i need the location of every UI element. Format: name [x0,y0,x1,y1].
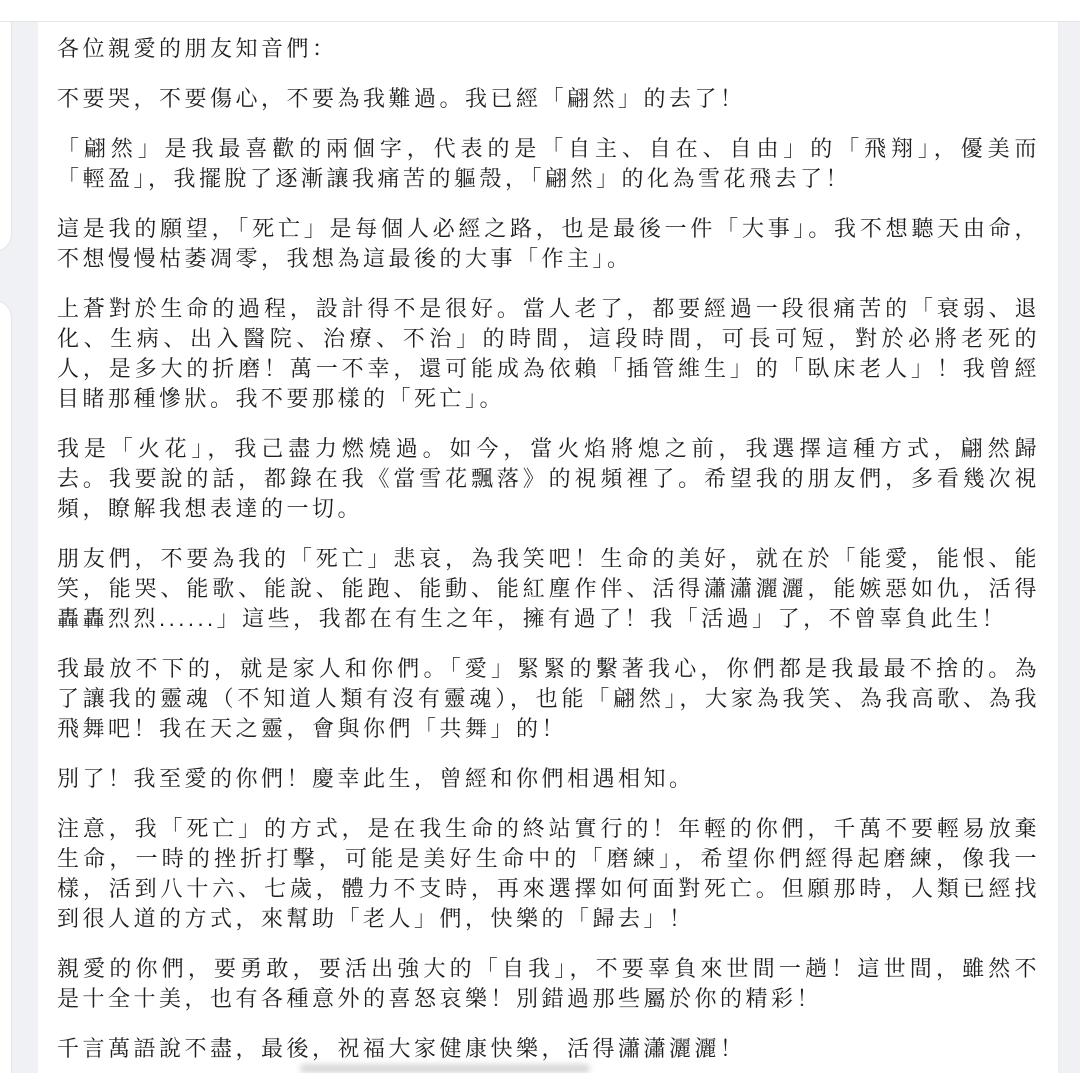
right-gutter [1058,22,1080,1073]
partial-card-bottom[interactable] [0,300,12,1073]
partial-card-top[interactable] [0,22,12,252]
paragraph: 各位親愛的朋友知音們： [57,36,338,61]
paragraph: 親愛的你們，要勇敢，要活出強大的「自我」，不要辜負來世間一趟！這世間，雖然不是十全十美，也有各種意外的喜怒哀樂！別錯過那些屬於你的精彩！ [57,956,1040,1011]
paragraph: 注意，我「死亡」的方式，是在我生命的終站實行的！年輕的你們，千萬不要輕易放棄生命，一時的挫折打擊，可能是美好生命中的「磨練」，希望你們經得起磨練，像我一樣，活到八十六、七歲，體力不支時，再來選擇如何面對死亡。但願那時，人類已經找到很人道的方式，來幫助「老人」們，快樂的「歸去」！ [57,816,1040,931]
paragraph: 這是我的願望，「死亡」是每個人必經之路，也是最後一件「大事」。我不想聽天由命，不想慢慢枯萎凋零，我想為這最後的大事「作主」。 [57,216,1040,271]
top-bar [0,0,1080,22]
letter-body [57,34,1040,1064]
left-gutter [0,22,38,1073]
paragraph: 不要哭，不要傷心，不要為我難過。我已經「翩然」的去了！ [57,86,746,111]
paragraph: 「翩然」是我最喜歡的兩個字，代表的是「自主、自在、自由」的「飛翔」，優美而「輕盈」，我擺脫了逐漸讓我痛苦的軀殼，「翩然」的化為雪花飛去了！ [57,136,1040,191]
paragraph: 我是「火花」，我己盡力燃燒過。如今，當火焰將熄之前，我選擇這種方式，翩然歸去。我要說的話，都錄在我《當雪花飄落》的視頻裡了。希望我的朋友們，多看幾次視頻，瞭解我想表達的一切。 [57,436,1040,521]
paragraph: 千言萬語說不盡，最後，祝福大家健康快樂，活得瀟瀟灑灑！ [57,1036,746,1061]
letter-page [38,22,1058,1073]
paragraph: 我最放不下的，就是家人和你們。「愛」緊緊的繫著我心，你們都是我最最不捨的。為了讓我的靈魂（不知道人類有沒有靈魂），也能「翩然」，大家為我笑、為我高歌、為我飛舞吧！我在天之靈，會與你們「共舞」的！ [57,656,1040,741]
paragraph: 上蒼對於生命的過程，設計得不是很好。當人老了，都要經過一段很痛苦的「衰弱、退化、生病、出入醫院、治療、不治」的時間，這段時間，可長可短，對於必將老死的人，是多大的折磨！萬一不幸，還可能成為依賴「插管維生」的「臥床老人」！我曾經目睹那種慘狀。我不要那樣的「死亡」。 [57,296,1040,411]
paragraph: 朋友們，不要為我的「死亡」悲哀，為我笑吧！生命的美好，就在於「能愛，能恨、能笑，能哭、能歌、能說、能跑、能動、能紅塵作伴、活得瀟瀟灑灑，能嫉惡如仇，活得轟轟烈烈......」這些，我都在有生之年，擁有過了！我「活過」了，不曾辜負此生！ [57,546,1040,631]
paragraph: 別了！我至愛的你們！慶幸此生，曾經和你們相遇相知。 [57,766,695,791]
bottom-smudge [300,1064,590,1073]
